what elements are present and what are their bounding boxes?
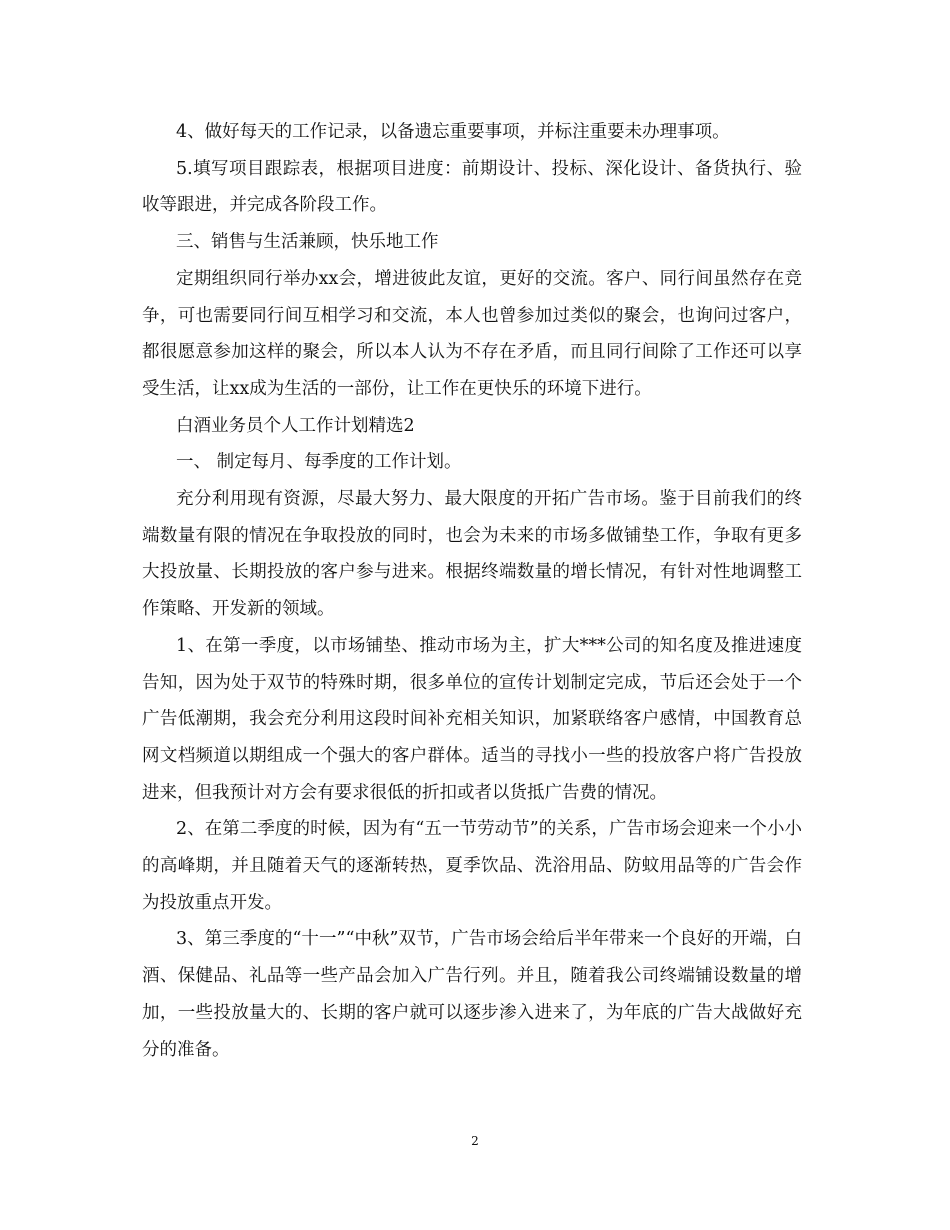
paragraph-daily-record: 4、做好每天的工作记录，以备遗忘重要事项，并标注重要未办理事项。 [176, 122, 730, 142]
section-heading-work-plan: 一、 制定每月、每季度的工作计划。 [176, 452, 462, 473]
section-heading-sales-and-life: 三、销售与生活兼顾，快乐地工作 [176, 232, 439, 253]
paragraph-first-quarter: 1、在第一季度，以市场铺垫、推动市场为主，扩大***公司的知名度及推进速度告知，因为处于双节的特殊时期，很多单位的宣传计划制定完成，节后还会处于一个广告低潮期，我会充分利用这段时间补充相关知识，加紧联络客户感情，中国教育总网文档频道以期组成一个强大的客户群体。适当的寻找小一些的投放客户将广告投放进来，但我预计对方会有要求很低的折扣或者以货抵广告费的情况。 [142, 635, 802, 803]
page-number: 2 [471, 1134, 479, 1148]
document-body [142, 114, 802, 1068]
paragraph-peer-gatherings: 定期组织同行举办xx会，增进彼此友谊，更好的交流。客户、同行间虽然存在竞争，可也需要同行间互相学习和交流，本人也曾参加过类似的聚会，也询问过客户，都很愿意参加这样的聚会，所以本人认为不存在矛盾，而且同行间除了工作还可以享受生活，让xx成为生活的一部份，让工作在更快乐的环境下进行。 [142, 268, 802, 399]
paragraph-project-tracking: 5.填写项目跟踪表，根据项目进度：前期设计、投标、深化设计、备货执行、验收等跟进，并完成各阶段工作。 [142, 158, 802, 216]
paragraph-second-quarter: 2、在第二季度的时候，因为有“五一节劳动节”的关系，广告市场会迎来一个小小的高峰期，并且随着天气的逐渐转热，夏季饮品、洗浴用品、防蚊用品等的广告会作为投放重点开发。 [142, 819, 802, 913]
document-subtitle: 白酒业务员个人工作计划精选2 [176, 415, 415, 436]
paragraph-third-quarter: 3、第三季度的“十一”“中秋”双节，广告市场会给后半年带来一个良好的开端，白酒、保健品、礼品等一些产品会加入广告行列。并且，随着我公司终端铺设数量的增加，一些投放量大的、长期的客户就可以逐步渗入进来了，为年底的广告大战做好充分的准备。 [142, 929, 802, 1060]
paragraph-resources: 充分利用现有资源，尽最大努力、最大限度的开拓广告市场。鉴于目前我们的终端数量有限的情况在争取投放的同时，也会为未来的市场多做铺垫工作，争取有更多大投放量、长期投放的客户参与进来。根据终端数量的增长情况，有针对性地调整工作策略、开发新的领域。 [142, 489, 802, 620]
